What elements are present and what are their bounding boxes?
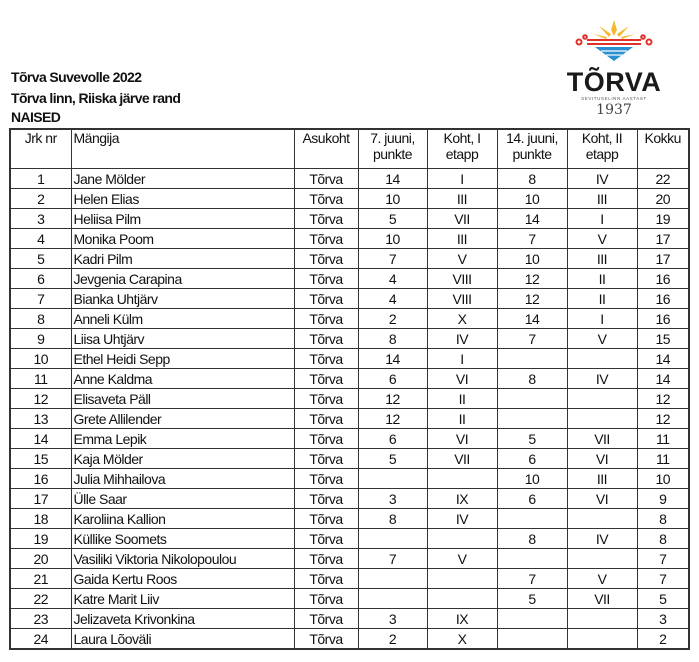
table-row <box>10 529 689 549</box>
col-stage2-points-cell: 8 <box>497 169 567 189</box>
col-total-cell: 2 <box>637 629 689 650</box>
col-location-cell: Tõrva <box>294 409 358 429</box>
col-stage2-place-cell: II <box>567 289 637 309</box>
col-total-cell: 12 <box>637 409 689 429</box>
col-stage2-points-cell: 7 <box>497 229 567 249</box>
col-total-cell: 8 <box>637 529 689 549</box>
col-location-cell: Tõrva <box>294 349 358 369</box>
col-total-cell: 15 <box>637 329 689 349</box>
col-stage2-points-cell <box>497 409 567 429</box>
col-player-cell: Julia Mihhailova <box>71 469 294 489</box>
col-player-cell: Helen Elias <box>71 189 294 209</box>
col-stage1-place-cell: X <box>427 309 497 329</box>
col-rank-cell: 12 <box>10 389 71 409</box>
table-row <box>10 369 689 389</box>
col-stage2-place-cell: III <box>567 189 637 209</box>
col-rank-cell: 22 <box>10 589 71 609</box>
col-total-cell: 16 <box>637 289 689 309</box>
table-row <box>10 389 689 409</box>
table-row <box>10 229 689 249</box>
col-player-cell: Gaida Kertu Roos <box>71 569 294 589</box>
col-total-cell: 5 <box>637 589 689 609</box>
col-player-cell: Emma Lepik <box>71 429 294 449</box>
col-stage2-points-cell: 10 <box>497 249 567 269</box>
table-row <box>10 189 689 209</box>
col-stage1-place-cell: IX <box>427 489 497 509</box>
col-total-cell: 22 <box>637 169 689 189</box>
col-total-cell: 17 <box>637 229 689 249</box>
col-stage2-place-cell: IV <box>567 369 637 389</box>
col-stage2-place-cell: VII <box>567 589 637 609</box>
col-stage1-place-cell: VII <box>427 209 497 229</box>
col-stage2-points-cell: 5 <box>497 589 567 609</box>
col-total-cell: 19 <box>637 209 689 229</box>
col-player-header: Mängija <box>71 129 294 169</box>
col-stage2-place-cell <box>567 509 637 529</box>
col-stage1-place-cell: VII <box>427 449 497 469</box>
col-player-cell: Jane Mölder <box>71 169 294 189</box>
col-player-cell: Jevgenia Carapina <box>71 269 294 289</box>
col-rank-cell: 1 <box>10 169 71 189</box>
col-stage2-points-cell: 8 <box>497 529 567 549</box>
table-row <box>10 469 689 489</box>
col-total-cell: 14 <box>637 349 689 369</box>
col-player-cell: Heliisa Pilm <box>71 209 294 229</box>
col-total-cell: 10 <box>637 469 689 489</box>
table-row <box>10 409 689 429</box>
category-label: NAISED <box>11 109 61 125</box>
table-row <box>10 249 689 269</box>
table-row <box>10 549 689 569</box>
col-stage1-points-cell: 7 <box>358 549 427 569</box>
col-stage2-place-cell: VI <box>567 449 637 469</box>
col-stage1-place-cell: IV <box>427 329 497 349</box>
col-stage2-place-cell: III <box>567 249 637 269</box>
col-location-cell: Tõrva <box>294 589 358 609</box>
col-stage1-points-cell: 4 <box>358 289 427 309</box>
col-location-cell: Tõrva <box>294 609 358 629</box>
col-stage1-points-cell: 6 <box>358 369 427 389</box>
col-stage1-points-cell: 8 <box>358 329 427 349</box>
col-player-cell: Kadri Pilm <box>71 249 294 269</box>
col-stage1-points-cell: 5 <box>358 209 427 229</box>
col-stage2-place-cell: VII <box>567 429 637 449</box>
col-stage2-points-cell: 5 <box>497 429 567 449</box>
table-row <box>10 589 689 609</box>
col-stage2-place-cell <box>567 549 637 569</box>
col-stage1-place-cell: V <box>427 249 497 269</box>
col-stage2-points-cell <box>497 549 567 569</box>
col-stage2-points-header: 14. juuni, punkte <box>497 129 567 169</box>
results-table <box>9 128 690 650</box>
col-stage1-points-cell: 3 <box>358 489 427 509</box>
logo-subtitle: SEVITUSELINN AASTAST <box>581 96 647 101</box>
col-stage1-place-cell: VIII <box>427 269 497 289</box>
col-location-cell: Tõrva <box>294 329 358 349</box>
table-row <box>10 429 689 449</box>
col-rank-cell: 3 <box>10 209 71 229</box>
col-location-cell: Tõrva <box>294 469 358 489</box>
col-stage1-points-cell: 2 <box>358 629 427 650</box>
col-stage1-place-cell: IX <box>427 609 497 629</box>
col-rank-cell: 7 <box>10 289 71 309</box>
table-row <box>10 309 689 329</box>
col-rank-cell: 21 <box>10 569 71 589</box>
col-stage1-points-cell <box>358 589 427 609</box>
col-stage2-points-cell <box>497 629 567 650</box>
event-title: Tõrva Suvevolle 2022 <box>11 69 142 85</box>
col-stage2-points-cell: 14 <box>497 209 567 229</box>
col-stage2-place-cell <box>567 629 637 650</box>
col-stage1-points-cell: 10 <box>358 189 427 209</box>
col-location-cell: Tõrva <box>294 529 358 549</box>
col-stage2-place-cell <box>567 609 637 629</box>
col-location-cell: Tõrva <box>294 549 358 569</box>
table-row <box>10 349 689 369</box>
table-row <box>10 329 689 349</box>
col-total-header: Kokku <box>637 129 689 169</box>
col-stage2-place-cell: IV <box>567 169 637 189</box>
col-player-cell: Ülle Saar <box>71 489 294 509</box>
col-total-cell: 9 <box>637 489 689 509</box>
col-stage1-points-cell: 4 <box>358 269 427 289</box>
col-rank-cell: 23 <box>10 609 71 629</box>
col-player-cell: Monika Poom <box>71 229 294 249</box>
col-stage1-place-cell: VIII <box>427 289 497 309</box>
col-total-cell: 7 <box>637 549 689 569</box>
col-total-cell: 16 <box>637 309 689 329</box>
col-stage1-place-cell: IV <box>427 509 497 529</box>
col-stage1-points-cell: 7 <box>358 249 427 269</box>
col-stage2-points-cell <box>497 609 567 629</box>
col-rank-cell: 14 <box>10 429 71 449</box>
col-stage1-points-cell <box>358 469 427 489</box>
col-stage2-place-header: Koht, II etapp <box>567 129 637 169</box>
logo-year: 1937 <box>596 102 632 118</box>
table-row <box>10 489 689 509</box>
table-row <box>10 509 689 529</box>
col-rank-cell: 10 <box>10 349 71 369</box>
col-stage1-points-cell: 12 <box>358 409 427 429</box>
col-location-cell: Tõrva <box>294 309 358 329</box>
col-stage1-points-cell: 5 <box>358 449 427 469</box>
col-total-cell: 20 <box>637 189 689 209</box>
col-rank-cell: 18 <box>10 509 71 529</box>
col-total-cell: 12 <box>637 389 689 409</box>
col-stage1-place-cell <box>427 529 497 549</box>
table-row <box>10 569 689 589</box>
table-row <box>10 209 689 229</box>
col-total-cell: 3 <box>637 609 689 629</box>
col-stage1-place-cell: X <box>427 629 497 650</box>
col-stage2-points-cell <box>497 509 567 529</box>
col-stage2-points-cell: 8 <box>497 369 567 389</box>
col-stage2-place-cell <box>567 409 637 429</box>
col-rank-cell: 13 <box>10 409 71 429</box>
col-stage1-points-cell <box>358 529 427 549</box>
col-player-cell: Ethel Heidi Sepp <box>71 349 294 369</box>
table-row <box>10 169 689 189</box>
col-stage1-place-cell: VI <box>427 429 497 449</box>
col-stage2-points-cell: 10 <box>497 189 567 209</box>
table-header-row <box>10 129 689 169</box>
col-location-cell: Tõrva <box>294 229 358 249</box>
col-rank-cell: 9 <box>10 329 71 349</box>
col-stage1-points-cell: 14 <box>358 169 427 189</box>
col-location-cell: Tõrva <box>294 569 358 589</box>
col-location-cell: Tõrva <box>294 289 358 309</box>
col-stage1-place-cell: III <box>427 189 497 209</box>
col-rank-cell: 4 <box>10 229 71 249</box>
col-stage1-place-cell: I <box>427 349 497 369</box>
col-player-cell: Karoliina Kallion <box>71 509 294 529</box>
col-stage1-points-cell: 14 <box>358 349 427 369</box>
col-total-cell: 17 <box>637 249 689 269</box>
col-player-cell: Katre Marit Liiv <box>71 589 294 609</box>
event-location: Tõrva linn, Riiska järve rand <box>11 90 181 106</box>
col-stage1-points-cell: 8 <box>358 509 427 529</box>
col-stage2-points-cell: 6 <box>497 489 567 509</box>
logo-wordmark: TÕRVA <box>566 67 662 97</box>
col-stage2-place-cell <box>567 349 637 369</box>
col-rank-cell: 8 <box>10 309 71 329</box>
col-stage1-points-header: 7. juuni, punkte <box>358 129 427 169</box>
table-row <box>10 629 689 650</box>
col-stage2-points-cell <box>497 389 567 409</box>
col-stage2-points-cell: 6 <box>497 449 567 469</box>
col-location-cell: Tõrva <box>294 189 358 209</box>
col-player-cell: Kaja Mölder <box>71 449 294 469</box>
col-stage2-place-cell <box>567 389 637 409</box>
col-stage2-points-cell <box>497 349 567 369</box>
col-location-cell: Tõrva <box>294 249 358 269</box>
col-total-cell: 14 <box>637 369 689 389</box>
col-rank-cell: 16 <box>10 469 71 489</box>
col-stage1-place-cell: V <box>427 549 497 569</box>
table-row <box>10 269 689 289</box>
col-stage1-points-cell: 10 <box>358 229 427 249</box>
table-row <box>10 609 689 629</box>
col-stage2-place-cell: V <box>567 569 637 589</box>
col-stage1-place-cell: III <box>427 229 497 249</box>
col-player-cell: Elisaveta Päll <box>71 389 294 409</box>
table-row <box>10 449 689 469</box>
col-stage2-place-cell: V <box>567 329 637 349</box>
col-location-cell: Tõrva <box>294 509 358 529</box>
col-stage1-points-cell: 2 <box>358 309 427 329</box>
col-total-cell: 16 <box>637 269 689 289</box>
col-location-cell: Tõrva <box>294 449 358 469</box>
col-player-cell: Jelizaveta Krivonkina <box>71 609 294 629</box>
col-stage2-place-cell: I <box>567 209 637 229</box>
col-stage2-points-cell: 10 <box>497 469 567 489</box>
col-rank-cell: 17 <box>10 489 71 509</box>
col-stage2-points-cell: 12 <box>497 269 567 289</box>
col-stage1-place-cell: I <box>427 169 497 189</box>
col-rank-cell: 2 <box>10 189 71 209</box>
col-stage2-points-cell: 12 <box>497 289 567 309</box>
col-player-cell: Anne Kaldma <box>71 369 294 389</box>
col-location-header: Asukoht <box>294 129 358 169</box>
col-stage1-points-cell: 6 <box>358 429 427 449</box>
col-total-cell: 7 <box>637 569 689 589</box>
col-location-cell: Tõrva <box>294 169 358 189</box>
col-player-cell: Küllike Soomets <box>71 529 294 549</box>
col-location-cell: Tõrva <box>294 209 358 229</box>
col-rank-cell: 11 <box>10 369 71 389</box>
col-player-cell: Laura Lõoväli <box>71 629 294 650</box>
col-stage2-place-cell: IV <box>567 529 637 549</box>
col-stage2-points-cell: 7 <box>497 569 567 589</box>
table-row <box>10 289 689 309</box>
col-stage1-place-cell <box>427 469 497 489</box>
col-stage1-place-header: Koht, I etapp <box>427 129 497 169</box>
col-stage1-place-cell: II <box>427 389 497 409</box>
col-rank-cell: 24 <box>10 629 71 650</box>
col-rank-header: Jrk nr <box>10 129 71 169</box>
col-total-cell: 11 <box>637 449 689 469</box>
col-stage2-points-cell: 7 <box>497 329 567 349</box>
col-stage2-points-cell: 14 <box>497 309 567 329</box>
col-location-cell: Tõrva <box>294 369 358 389</box>
col-location-cell: Tõrva <box>294 629 358 650</box>
col-location-cell: Tõrva <box>294 489 358 509</box>
col-location-cell: Tõrva <box>294 389 358 409</box>
col-rank-cell: 6 <box>10 269 71 289</box>
col-rank-cell: 19 <box>10 529 71 549</box>
col-total-cell: 11 <box>637 429 689 449</box>
col-stage2-place-cell: III <box>567 469 637 489</box>
col-rank-cell: 5 <box>10 249 71 269</box>
col-stage1-place-cell <box>427 569 497 589</box>
col-stage2-place-cell: II <box>567 269 637 289</box>
col-location-cell: Tõrva <box>294 269 358 289</box>
col-total-cell: 8 <box>637 509 689 529</box>
col-stage1-points-cell: 3 <box>358 609 427 629</box>
col-rank-cell: 15 <box>10 449 71 469</box>
col-stage1-points-cell <box>358 569 427 589</box>
col-player-cell: Grete Allilender <box>71 409 294 429</box>
col-stage2-place-cell: I <box>567 309 637 329</box>
col-player-cell: Liisa Uhtjärv <box>71 329 294 349</box>
logo-emblem-icon <box>569 18 659 62</box>
col-stage1-points-cell: 12 <box>358 389 427 409</box>
col-rank-cell: 20 <box>10 549 71 569</box>
col-player-cell: Bianka Uhtjärv <box>71 289 294 309</box>
col-location-cell: Tõrva <box>294 429 358 449</box>
col-stage1-place-cell: VI <box>427 369 497 389</box>
col-stage1-place-cell: II <box>427 409 497 429</box>
col-player-cell: Anneli Külm <box>71 309 294 329</box>
col-player-cell: Vasiliki Viktoria Nikolopoulou <box>71 549 294 569</box>
col-stage2-place-cell: VI <box>567 489 637 509</box>
col-stage1-place-cell <box>427 589 497 609</box>
col-stage2-place-cell: V <box>567 229 637 249</box>
torva-logo <box>558 18 670 122</box>
